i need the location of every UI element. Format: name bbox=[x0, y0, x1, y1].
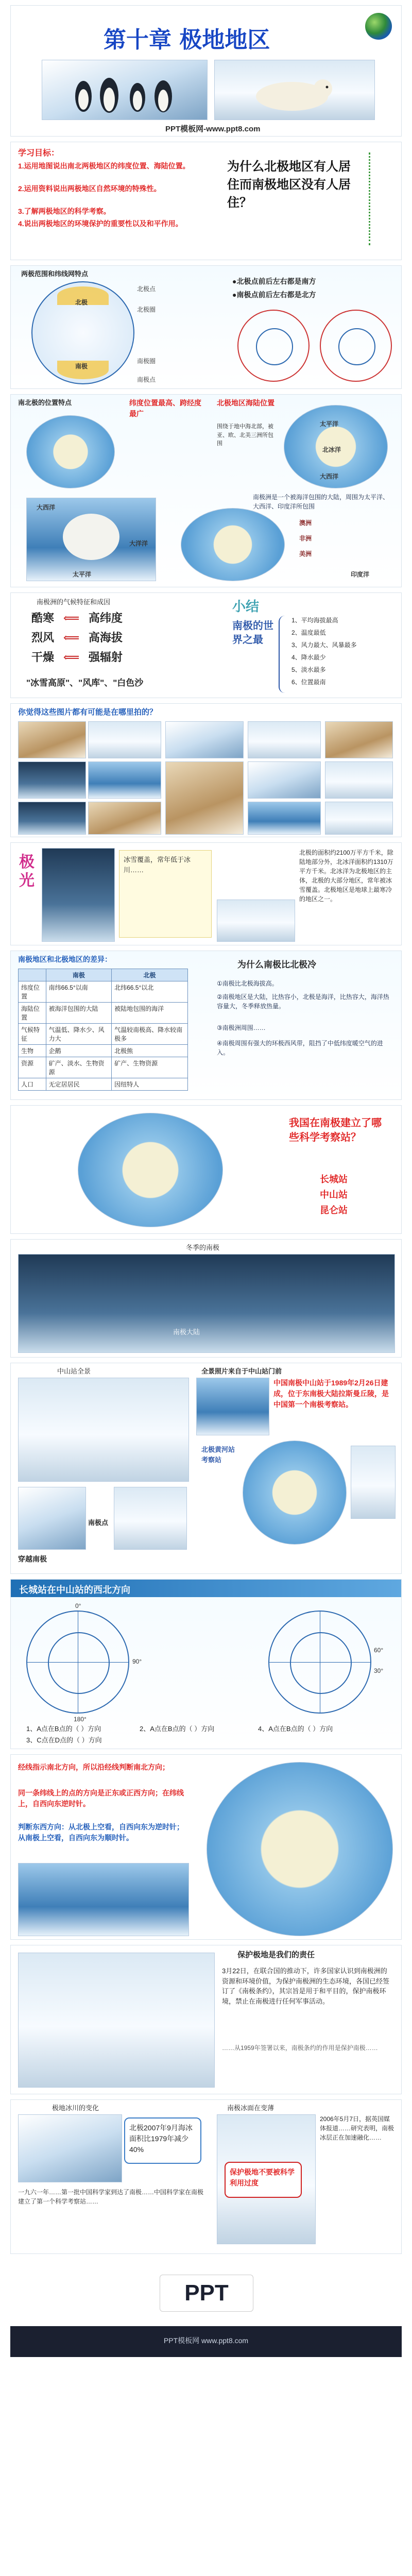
slide-climate bbox=[10, 592, 402, 698]
question-4: 4、A点在B点的（ ）方向 bbox=[258, 1725, 333, 1733]
south-pole-label: 南极点 bbox=[88, 1519, 109, 1527]
summary-item-4: 4、降水最少 bbox=[291, 654, 326, 661]
trait-wind-effect: 高海拔 bbox=[88, 631, 123, 645]
why-point-3: ③南极洲周围…… bbox=[217, 1024, 266, 1031]
stations-question: 我国在南极建立了哪些科学考察站？ bbox=[289, 1117, 382, 1143]
grid-label-90: 90° bbox=[132, 1658, 142, 1665]
continent-america: 美洲 bbox=[299, 550, 312, 557]
cell: 生物 bbox=[19, 1045, 46, 1057]
polar-bear-icon bbox=[215, 60, 374, 120]
goal-2: 2.运用资料说出两极地区自然环境的特殊性。 bbox=[18, 184, 161, 193]
range-title: 两极范围和纬线网特点 bbox=[21, 270, 89, 278]
protect-callout-text: 保护极地不要被科学利用过度 bbox=[230, 2168, 295, 2187]
slide-cover bbox=[10, 5, 402, 137]
cell: 气温低、降水少、风力大 bbox=[46, 1024, 111, 1045]
aurora-photo bbox=[42, 848, 115, 942]
slide-changes bbox=[10, 2099, 402, 2254]
protect-callout bbox=[225, 2162, 302, 2198]
latitude-feature: 纬度位置最高、跨经度最广 bbox=[129, 399, 201, 418]
changes-right-title: 南极冰面在变薄 bbox=[227, 2104, 274, 2112]
cell: 因纽特人 bbox=[112, 1078, 188, 1091]
cell: 资源 bbox=[19, 1057, 46, 1078]
bullet-north: ●北极点前后左右都是南方 bbox=[232, 277, 316, 285]
ice-callout-text: 北极2007年9月海冰面积比1979年减少40% bbox=[129, 2124, 193, 2154]
label-arctic: 北极 bbox=[75, 299, 88, 306]
station-great-wall: 长城站 bbox=[320, 1174, 348, 1184]
table-row bbox=[19, 1045, 188, 1057]
antarctica-station-map bbox=[78, 1113, 223, 1227]
winter-photo bbox=[18, 1254, 395, 1353]
label-arctic-circle: 北极圈 bbox=[137, 306, 156, 313]
why-point-2: ②南极地区是大陆，比热容小，北极是海洋，比热容大，海洋热容量大，冬季释放热量。 bbox=[217, 993, 389, 1010]
slide-arctic bbox=[10, 842, 402, 945]
trait-dry-effect: 强辐射 bbox=[88, 651, 123, 664]
winter-text: 南极大陆 bbox=[173, 1328, 200, 1336]
antarctica-ocean-map bbox=[181, 508, 285, 581]
why-title: 为什么南极比北极冷 bbox=[237, 960, 316, 970]
penguin-icon bbox=[42, 60, 207, 120]
question-1: 1、A点在B点的（ ）方向 bbox=[26, 1725, 101, 1733]
south-pole-view bbox=[320, 310, 392, 382]
antarctica-big-map bbox=[207, 1762, 393, 1936]
table-row bbox=[19, 1057, 188, 1078]
zhongshan-left-title: 中山站全景 bbox=[57, 1367, 91, 1375]
cell: 企鹅 bbox=[46, 1045, 111, 1057]
table-row bbox=[19, 981, 188, 1003]
flower-vine-icon bbox=[369, 152, 391, 245]
slide-protect bbox=[10, 1945, 402, 2094]
label-north-pole: 北极点 bbox=[137, 285, 156, 293]
directions-header bbox=[11, 1580, 401, 1597]
south-caption: 南极洲是一个被海洋包围的大陆，周围为太平洋、大西洋、印度洋所包围 bbox=[253, 494, 389, 510]
photo-9 bbox=[248, 761, 321, 799]
summary-item-3: 3、风力最大、风暴最多 bbox=[291, 641, 357, 649]
station-kunlun: 昆仑站 bbox=[320, 1205, 348, 1215]
ice-callout bbox=[124, 2117, 201, 2164]
changes-left-text: 一九六一年……第一批中国科学家到达了南极……中国科学家在南极建立了第一个科学考察站…… bbox=[18, 2189, 204, 2205]
question-text: 为什么北极地区有人居住而南极地区没有人居住？ bbox=[227, 159, 351, 210]
photo-10 bbox=[325, 761, 393, 799]
cover-site: PPT模板网-www.ppt8.com bbox=[165, 125, 261, 133]
col-header: 南极 bbox=[46, 969, 111, 981]
arctic-map bbox=[26, 415, 115, 488]
goals-heading: 学习目标： bbox=[18, 149, 60, 158]
ice-map-photo bbox=[18, 2114, 122, 2182]
diff-table bbox=[18, 969, 188, 1091]
rule-3: 判断东西方向：从北极上空看，自西向东为逆时针；从南极上空看，自西向东为顺时针。 bbox=[18, 1823, 184, 1842]
summary-item-1: 1、平均海拔最高 bbox=[291, 617, 338, 624]
continent-australia: 澳洲 bbox=[299, 519, 312, 527]
position-title: 南北极的位置特点 bbox=[18, 399, 72, 406]
photo-2 bbox=[88, 721, 161, 758]
ocean-pacific-s: 太平洋 bbox=[73, 571, 92, 578]
polar-grid-2 bbox=[268, 1611, 371, 1714]
slide-photos bbox=[10, 703, 402, 837]
ocean-arctic: 北冰洋 bbox=[322, 446, 341, 453]
diff-title: 南极地区和北极地区的差异： bbox=[18, 955, 112, 963]
grid-label-0: 0° bbox=[75, 1602, 81, 1609]
trait-dry bbox=[31, 649, 123, 665]
summary-item-6: 6、位置最南 bbox=[291, 679, 326, 686]
crossing-label: 穿越南极 bbox=[18, 1555, 47, 1563]
ocean-atlantic-n: 大西洋 bbox=[320, 473, 339, 480]
slide-diff bbox=[10, 951, 402, 1100]
climate-title: 南极洲的气候特征和成因 bbox=[37, 598, 111, 606]
climate-quote: "冰雪高原"、"风库"、"白色沙 bbox=[26, 678, 144, 688]
photo-1 bbox=[18, 721, 86, 758]
summary-title: 小结 bbox=[232, 599, 260, 615]
slide-position bbox=[10, 394, 402, 587]
photo-13 bbox=[248, 802, 321, 835]
cell: 人口 bbox=[19, 1078, 46, 1091]
photo-6 bbox=[18, 761, 86, 799]
north-pole-view bbox=[237, 310, 310, 382]
cell: 纬度位置 bbox=[19, 981, 46, 1003]
protect-photo bbox=[18, 1953, 215, 2088]
cell: 北纬66.5°以北 bbox=[112, 981, 188, 1003]
polar-bear-photo bbox=[214, 60, 375, 120]
trait-wind-cause: 烈风 bbox=[31, 631, 55, 645]
col-header bbox=[19, 969, 46, 981]
goal-3: 3.了解两极地区的科学考察。 bbox=[18, 207, 111, 215]
ocean-atlantic-s: 大西洋 bbox=[37, 504, 56, 511]
footer-banner bbox=[10, 2326, 402, 2357]
aurora-title: 极光 bbox=[19, 853, 35, 890]
zhongshan-right-title: 全景照片来自于中山站门前 bbox=[201, 1367, 282, 1375]
caption-box bbox=[119, 850, 212, 938]
winter-title: 冬季的南极 bbox=[186, 1244, 220, 1251]
ocean-big: 大洋洋 bbox=[129, 540, 148, 547]
polar-grid-1 bbox=[26, 1611, 129, 1714]
col-header: 北极 bbox=[112, 969, 188, 981]
continent-africa: 非洲 bbox=[299, 535, 312, 542]
goal-4: 4.说出两极地区的环境保护的重要性以及和平作用。 bbox=[18, 219, 183, 228]
cell: 北极熊 bbox=[112, 1045, 188, 1057]
directions-title: 长城站在中山站的西北方向 bbox=[19, 1585, 130, 1595]
cell: 矿产、淡水、生物资源 bbox=[46, 1057, 111, 1078]
brand-logo bbox=[160, 2275, 253, 2312]
changes-right-text: 2006年5月7日，据英国媒体报道……研究表明，南极冰层正在加速融化…… bbox=[320, 2115, 394, 2141]
photo-14 bbox=[325, 802, 393, 835]
yellow-river-photo bbox=[351, 1446, 396, 1519]
station-zhongshan: 中山站 bbox=[320, 1190, 348, 1200]
why-point-1: ①南极比北极海拔高。 bbox=[217, 980, 278, 987]
photo-3 bbox=[165, 721, 244, 758]
cell: 无定居居民 bbox=[46, 1078, 111, 1091]
bears-photo bbox=[217, 900, 295, 942]
north-station-title: 北极黄河站考察站 bbox=[201, 1446, 235, 1464]
label-antarctic: 南极 bbox=[75, 363, 88, 370]
changes-left-title: 极地冰川的变化 bbox=[52, 2104, 99, 2112]
slide-goals bbox=[10, 142, 402, 260]
trait-dry-cause: 干燥 bbox=[31, 651, 55, 664]
cell: 被海洋包围的大陆 bbox=[46, 1003, 111, 1024]
photo-8 bbox=[165, 761, 244, 835]
crossing-photo bbox=[18, 1487, 86, 1550]
bullet-south: ●南极点前后左右都是北方 bbox=[232, 291, 316, 299]
rule-2: 同一条纬线上的点的方向是正东或正西方向；在纬线上，自西向东逆时针。 bbox=[18, 1789, 184, 1808]
slide-footer bbox=[10, 2259, 402, 2576]
footer-tagline: PPT模板网 www.ppt8.com bbox=[163, 2336, 249, 2345]
label-antarctic-circle: 南极圈 bbox=[137, 358, 156, 365]
arrow-icon: ⟸ bbox=[63, 612, 80, 625]
slide-winter bbox=[10, 1239, 402, 1358]
slide-rules bbox=[10, 1754, 402, 1940]
slide-stations bbox=[10, 1105, 402, 1234]
slide-range bbox=[10, 265, 402, 389]
photo-5 bbox=[325, 721, 393, 758]
grid-label-60: 60° bbox=[374, 1647, 384, 1654]
protect-text: 3月22日，在联合国的推动下，许多国家认识到南极洲的资源和环境价值，为保护南极洲的生态环境，各国已经签订了《南极条约》，其宗旨是用于和平目的，保护南极环境，禁止在南极进行任何军事活动。 bbox=[222, 1967, 390, 2005]
trait-wind bbox=[31, 629, 123, 645]
protect-quote: ……从1959年签署以来，南极条约的作用是保护南极…… bbox=[222, 2044, 378, 2052]
grid-label-30: 30° bbox=[374, 1667, 384, 1674]
protect-title: 保护极地是我们的责任 bbox=[237, 1951, 315, 1959]
table-row bbox=[19, 1078, 188, 1091]
cover-title: 第十章 极地地区 bbox=[104, 27, 270, 53]
label-south-pole: 南极点 bbox=[137, 376, 156, 383]
goal-1: 1.运用地图说出南北两极地区的纬度位置、海陆位置。 bbox=[18, 162, 190, 170]
ocean-indian: 印度洋 bbox=[351, 571, 370, 578]
trait-cold-effect: 高纬度 bbox=[88, 612, 123, 625]
cell: 矿产、生物资源 bbox=[112, 1057, 188, 1078]
photo-12 bbox=[88, 802, 161, 835]
arctic-sea-land-title: 北极地区海陆位置 bbox=[217, 399, 274, 407]
summary-item-5: 5、淡水最多 bbox=[291, 666, 326, 673]
cell: 气候特征 bbox=[19, 1024, 46, 1045]
ocean-pacific: 太平洋 bbox=[320, 420, 339, 428]
cell: 南纬66.5°以南 bbox=[46, 981, 111, 1003]
grid-label-180: 180° bbox=[74, 1716, 87, 1723]
cell: 被陆地包围的海洋 bbox=[112, 1003, 188, 1024]
trait-cold-cause: 酷寒 bbox=[31, 612, 55, 625]
trait-cold bbox=[31, 609, 123, 625]
cell: 气温较南极高、降水较南极多 bbox=[112, 1024, 188, 1045]
photo-11 bbox=[18, 802, 86, 835]
zhongshan-right-text: 中国南极中山站于1989年2月26日建成，位于东南极大陆拉斯曼丘陵，是中国第一个南极考察站。 bbox=[273, 1379, 389, 1409]
south-pole-photo bbox=[114, 1487, 187, 1550]
photos-question: 你觉得这些图片都有可能是在哪里拍的？ bbox=[18, 708, 158, 717]
rule-1: 经线指示南北方向，所以沿经线判断南北方向； bbox=[18, 1763, 169, 1771]
zhongshan-photo bbox=[18, 1378, 189, 1482]
photo-7 bbox=[88, 761, 161, 799]
table-row bbox=[19, 1003, 188, 1024]
summary-left: 南极的世界之最 bbox=[232, 619, 273, 646]
penguin-photo bbox=[42, 60, 208, 120]
arrow-icon: ⟸ bbox=[63, 631, 80, 645]
photo-4 bbox=[248, 721, 321, 758]
brand-text: PPT bbox=[184, 2280, 229, 2306]
arctic-right-text: 北极的面积约2100万平方千米，除陆地部分外，北冰洋面积约1310万平方千米。北冰洋为北极地区的主体，北极的大部分地区，常年被冰雪覆盖。北极地区是地球上最寒冷的地区之一。 bbox=[299, 849, 393, 903]
slide-directions bbox=[10, 1579, 402, 1749]
summary-brace bbox=[279, 616, 287, 693]
glacier-photo bbox=[18, 1863, 189, 1936]
globe-icon bbox=[365, 13, 392, 40]
cell: 海陆位置 bbox=[19, 1003, 46, 1024]
summary-item-2: 2、温度最低 bbox=[291, 629, 326, 636]
question-2: 2、A点在B点的（ ）方向 bbox=[140, 1725, 215, 1733]
arrow-icon: ⟸ bbox=[63, 651, 80, 664]
arctic-desc: 围绕于地中海北部，被亚、欧、北美三洲所包围 bbox=[217, 423, 273, 447]
table-row bbox=[19, 1024, 188, 1045]
slide-zhongshan bbox=[10, 1363, 402, 1574]
arctic-station-map bbox=[243, 1440, 347, 1545]
question-3: 3、C点在D点的（ ）方向 bbox=[26, 1736, 102, 1744]
station-photo bbox=[196, 1378, 269, 1435]
caption-text: 冰雪覆盖，常年低于冰川…… bbox=[124, 856, 191, 874]
why-point-4: ④南极周围有强大的环极西风带，阻挡了中低纬度暖空气的进入。 bbox=[217, 1040, 383, 1056]
